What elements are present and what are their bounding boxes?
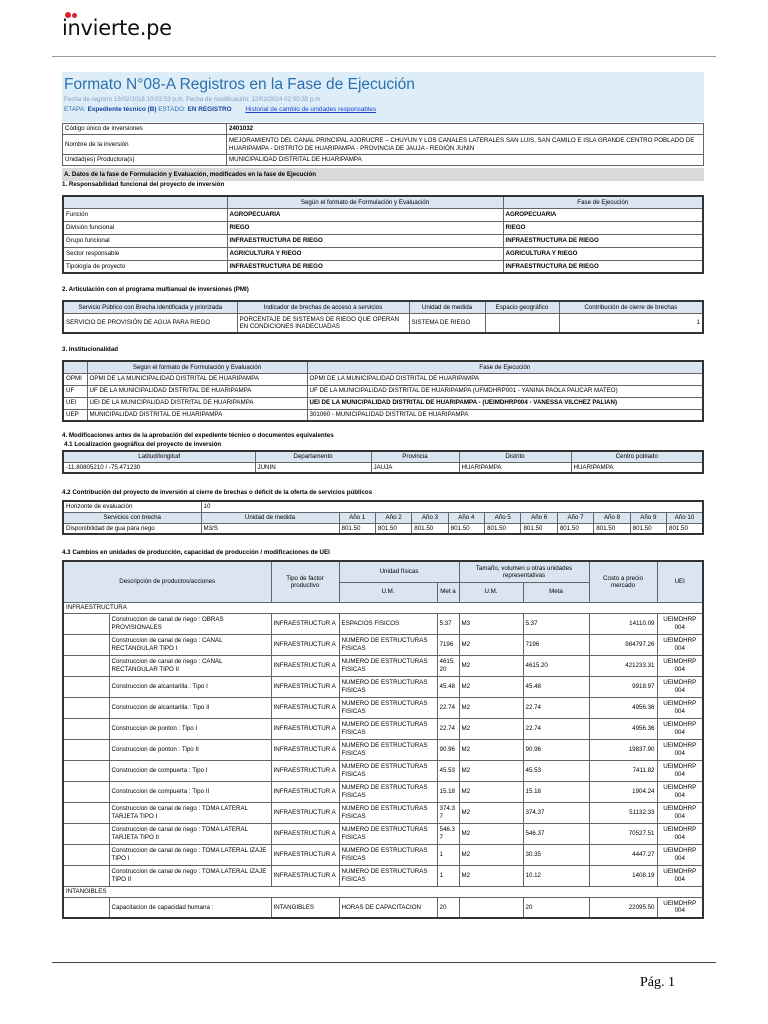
cell-um: M2 xyxy=(459,697,523,718)
group-intangibles: INTANGIBLES xyxy=(63,886,703,897)
cell-tipo: INFRAESTRUCTUR A xyxy=(271,781,339,802)
top-divider xyxy=(52,56,716,57)
s43-title: 4.3 Cambios en unidades de producción, capacidad de producción / modificaciones de UEI xyxy=(62,549,330,556)
cell-um: M2 xyxy=(459,760,523,781)
localizacion-table: Latitud/longitud Departamento Provincia Distrito Centro poblado -11.80805210 / -75.471230 JUNIN JAUJA HUARIPAMPA HUARIPAMPA xyxy=(62,450,704,474)
codigo-value: 2401032 xyxy=(227,124,704,135)
cell-meta: 374.37 xyxy=(523,802,589,823)
logo-suffix: .pe xyxy=(139,16,172,40)
infraestructura-rows xyxy=(63,613,703,886)
estado-value: EN REGISTRO xyxy=(187,106,232,113)
table-row: UF UF DE LA MUNICIPALIDAD DISTRITAL DE HUARIPAMPA UF DE LA MUNICIPALIDAD DISTRITAL DE HUARIPAMPA (UFMDHRP001 - YANINA PAOLA PAUCAR MATEO) xyxy=(63,385,703,397)
cell-uei: UEIMDHRP 004 xyxy=(657,897,703,918)
cell-uei: UEIMDHRP 004 xyxy=(657,781,703,802)
cell-m: 546.3 7 xyxy=(437,823,459,844)
cell-costo: 9918.97 xyxy=(589,676,657,697)
table-row: Sector responsable AGRICULTURA Y RIEGO AGRICULTURA Y RIEGO xyxy=(63,247,703,260)
cell-desc: Construccion de canal de riego : TOMA LATERAL IZAJE TIPO I xyxy=(109,844,271,865)
cell-um: M2 xyxy=(459,844,523,865)
contribucion-table: Horizonte de evaluación 10 Servicios con brecha Unidad de medida Año 1 Año 2 Año 3 Año 4 Año 5 Año 6 Año 7 Año 8 Año 9 Año 10 Disponibilidad de gua para riego M3/S 801.50 801.50 801.50 801.50 801.50 801.50 801.50 801.50 801.50 801.50 xyxy=(62,500,704,535)
cell-meta: 45.53 xyxy=(523,760,589,781)
cell-costo: 22095.50 xyxy=(589,897,657,918)
cell-desc: Construccion de alcantarilla : Tipo I xyxy=(109,676,271,697)
cell-tipo: INFRAESTRUCTUR A xyxy=(271,823,339,844)
unidad-value: MUNICIPALIDAD DISTRITAL DE HUARIPAMPA xyxy=(227,155,704,166)
invierte-logo xyxy=(62,14,172,44)
cell-m: 45.48 xyxy=(437,676,459,697)
cell-um: M2 xyxy=(459,655,523,676)
cell-tipo: INFRAESTRUCTUR A xyxy=(271,760,339,781)
table-row xyxy=(63,697,703,718)
cell-costo: 14110.09 xyxy=(589,613,657,634)
cell-desc: Construccion de canal de riego : OBRAS PROVISIONALES xyxy=(109,613,271,634)
cell-uf: NUMERO DE ESTRUCTURAS FISICAS xyxy=(339,844,437,865)
cell-m: 15.18 xyxy=(437,781,459,802)
cell-meta: 22.74 xyxy=(523,718,589,739)
cell-tipo: INFRAESTRUCTUR A xyxy=(271,718,339,739)
cell-m: 22.74 xyxy=(437,718,459,739)
cell-desc: Construccion de alcantarilla : Tipo II xyxy=(109,697,271,718)
cell-tipo: INFRAESTRUCTUR A xyxy=(271,634,339,655)
cell-costo: 7411.82 xyxy=(589,760,657,781)
page-number: Pág. 1 xyxy=(640,975,675,990)
cell-tipo: INFRAESTRUCTUR A xyxy=(271,802,339,823)
cell-costo: 4447.27 xyxy=(589,844,657,865)
etapa-row xyxy=(64,106,701,116)
cell-meta: 15.18 xyxy=(523,781,589,802)
cell-desc: Construccion de canal de riego : TOMA LATERAL IZAJE TIPO II xyxy=(109,865,271,886)
cell-uf: NUMERO DE ESTRUCTURAS FISICAS xyxy=(339,760,437,781)
cell-uei: UEIMDHRP 004 xyxy=(657,676,703,697)
cell-desc: Construccion de canal de riego : TOMA LATERAL TARJETA TIPO I xyxy=(109,802,271,823)
cell-m: 22.74 xyxy=(437,697,459,718)
cell-um xyxy=(459,897,523,918)
logo-brand: invierte xyxy=(62,16,140,40)
cell-tipo: INTANGIBLES xyxy=(271,897,339,918)
cell-um: M2 xyxy=(459,718,523,739)
table-row xyxy=(63,676,703,697)
table-row: División funcional RIEGO RIEGO xyxy=(63,221,703,234)
cell-uei: UEIMDHRP 004 xyxy=(657,865,703,886)
unidad-label: Unidad(es) Productora(s) xyxy=(63,155,227,166)
cell-um: M2 xyxy=(459,676,523,697)
cell-desc: Construccion de canal de riego : CANAL RECTANGULAR TIPO I xyxy=(109,634,271,655)
cell-um: M2 xyxy=(459,739,523,760)
cell-desc: Construccion de compuerta : Tipo II xyxy=(109,781,271,802)
table-row: Función AGROPECUARIA AGROPECUARIA xyxy=(63,208,703,221)
cell-meta: 30.35 xyxy=(523,844,589,865)
table-row: Grupo funcional INFRAESTRUCTURA DE RIEGO INFRAESTRUCTURA DE RIEGO xyxy=(63,234,703,247)
cell-costo: 4956.36 xyxy=(589,697,657,718)
cell-desc: Capacitacion de capacidad humana : xyxy=(109,897,271,918)
estado-label: ESTADO: xyxy=(158,106,186,113)
cell-uei: UEIMDHRP 004 xyxy=(657,718,703,739)
cell-m: 45.53 xyxy=(437,760,459,781)
record-dates: Fecha de registro 15/02/2018 10:03:53 p.m. Fecha de modificación: 12/02/2024 02:00:35 p.m. xyxy=(64,96,322,103)
cell-m: 7196 xyxy=(437,634,459,655)
cell-costo: 984797.26 xyxy=(589,634,657,655)
table-row xyxy=(63,865,703,886)
cell-uf: NUMERO DE ESTRUCTURAS FISICAS xyxy=(339,802,437,823)
cell-meta: 90.96 xyxy=(523,739,589,760)
cell-uei: UEIMDHRP 004 xyxy=(657,655,703,676)
cell-costo: 421233.31 xyxy=(589,655,657,676)
group-infraestructura: INFRAESTRUCTURA xyxy=(63,602,703,613)
table-row xyxy=(63,781,703,802)
cell-tipo: INFRAESTRUCTUR A xyxy=(271,697,339,718)
cell-um: M2 xyxy=(459,823,523,844)
table-row xyxy=(63,655,703,676)
cell-uf: ESPACIOS FISICOS xyxy=(339,613,437,634)
table-row: -11.80805210 / -75.471230 JUNIN JAUJA HUARIPAMPA HUARIPAMPA xyxy=(63,462,703,473)
s4-title: 4. Modificaciones antes de la aprobación del expediente técnico o documentos equivalentes xyxy=(62,432,334,439)
cell-desc: Construccion de canal de riego : TOMA LATERAL TARJETA TIPO II xyxy=(109,823,271,844)
general-info-table xyxy=(62,123,704,166)
pmi-table: Servicio Público con Brecha identificada y priorizada Indicador de brechas de acceso a servicios Unidad de medida Espacio geográfico Contribución de cierre de brechas SERVICIO DE PROVISIÓN DE AGUA PARA RIEGO PORCENTAJE DE SISTEMAS DE RIEGO QUE OPERAN EN CONDICIONES INADECUADAS SISTEMA DE RIEGO 1 xyxy=(62,300,704,334)
cell-tipo: INFRAESTRUCTUR A xyxy=(271,865,339,886)
cell-uf: NUMERO DE ESTRUCTURAS FISICAS xyxy=(339,739,437,760)
cell-costo: 1408.19 xyxy=(589,865,657,886)
cell-um: M2 xyxy=(459,802,523,823)
table-row xyxy=(63,760,703,781)
cell-meta: 45.48 xyxy=(523,676,589,697)
cell-uei: UEIMDHRP 004 xyxy=(657,844,703,865)
table-row xyxy=(63,844,703,865)
cell-meta: 10.12 xyxy=(523,865,589,886)
cell-uei: UEIMDHRP 004 xyxy=(657,613,703,634)
cell-uf: HORAS DE CAPACITACION xyxy=(339,897,437,918)
cell-meta: 7196 xyxy=(523,634,589,655)
h-unidad: Unidad físicas xyxy=(339,561,459,582)
cell-costo: 4956.36 xyxy=(589,718,657,739)
cell-um: M2 xyxy=(459,781,523,802)
section-a-heading: A. Datos de la fase de Formulación y Evaluación, modificados en la fase de Ejecución xyxy=(62,168,704,181)
responsabilidad-table xyxy=(62,195,704,274)
intangibles-rows xyxy=(63,897,703,918)
history-link[interactable]: Historial de cambio de unidades responsables xyxy=(245,106,377,113)
table-row: UEP MUNICIPALIDAD DISTRITAL DE HUARIPAMPA 301060 - MUNICIPALIDAD DISTRITAL DE HUARIPAMPA xyxy=(63,409,703,421)
cell-uei: UEIMDHRP 004 xyxy=(657,802,703,823)
table-row xyxy=(63,718,703,739)
cell-meta: 546.37 xyxy=(523,823,589,844)
s41-title: 4.1 Localización geográfica del proyecto de inversión xyxy=(64,441,222,448)
table-row xyxy=(63,634,703,655)
cell-uei: UEIMDHRP 004 xyxy=(657,634,703,655)
cell-meta: 4615.20 xyxy=(523,655,589,676)
cell-tipo: INFRAESTRUCTUR A xyxy=(271,655,339,676)
s1-title: 1. Responsabilidad funcional del proyecto de inversión xyxy=(62,181,225,188)
cell-m: 5.37 xyxy=(437,613,459,634)
cell-uf: NUMERO DE ESTRUCTURAS FISICAS xyxy=(339,634,437,655)
cell-um: M3 xyxy=(459,613,523,634)
cell-uei: UEIMDHRP 004 xyxy=(657,823,703,844)
cell-tipo: INFRAESTRUCTUR A xyxy=(271,676,339,697)
cell-m: 20 xyxy=(437,897,459,918)
cell-uei: UEIMDHRP 004 xyxy=(657,739,703,760)
cell-tipo: INFRAESTRUCTUR A xyxy=(271,844,339,865)
s3-title: 3. Institucionalidad xyxy=(62,346,119,353)
s1-col-formulacion: Según el formato de Formulación y Evaluación xyxy=(227,196,503,208)
cell-uf: NUMERO DE ESTRUCTURAS FISICAS xyxy=(339,676,437,697)
document-body xyxy=(62,72,704,919)
cell-m: 4615. 20 xyxy=(437,655,459,676)
cell-tipo: INFRAESTRUCTUR A xyxy=(271,739,339,760)
h-tamano: Tamaño, volumen u otras unidades representativas xyxy=(459,561,589,582)
cell-costo: 1904.24 xyxy=(589,781,657,802)
table-row: SERVICIO DE PROVISIÓN DE AGUA PARA RIEGO PORCENTAJE DE SISTEMAS DE RIEGO QUE OPERAN EN CONDICIONES INADECUADAS SISTEMA DE RIEGO 1 xyxy=(63,313,703,333)
table-row: OPMI OPMI DE LA MUNICIPALIDAD DISTRITAL DE HUARIPAMPA OPMI DE LA MUNICIPALIDAD DISTRITAL DE HUARIPAMPA xyxy=(63,373,703,385)
cell-m: 374.3 7 xyxy=(437,802,459,823)
cell-um: M2 xyxy=(459,634,523,655)
cell-tipo: INFRAESTRUCTUR A xyxy=(271,613,339,634)
cell-costo: 51132.33 xyxy=(589,802,657,823)
cell-desc: Construccion de ponton : Tipo II xyxy=(109,739,271,760)
cell-uei: UEIMDHRP 004 xyxy=(657,697,703,718)
cell-desc: Construccion de canal de riego : CANAL RECTANGULAR TIPO II xyxy=(109,655,271,676)
cell-uf: NUMERO DE ESTRUCTURAS FISICAS xyxy=(339,655,437,676)
cell-m: 1 xyxy=(437,844,459,865)
nombre-value: MEJORAMIENTO DEL CANAL PRINCIPAL AJORUCRE – CHUYUN Y LOS CANALES LATERALES SAN LUIS, SAN CAMILO E ISLA GRANDE CENTRO POBLADO DE HUARIPAMPA - DISTRITO DE HUARIPAMPA - PROVINCIA DE JAUJA - REGIÓN JUNIN xyxy=(227,135,704,155)
table-row xyxy=(63,802,703,823)
table-row xyxy=(63,897,703,918)
cell-meta: 20 xyxy=(523,897,589,918)
h-costo: Costo a precio mercado xyxy=(589,561,657,602)
cell-uf: NUMERO DE ESTRUCTURAS FISICAS xyxy=(339,781,437,802)
page-title: Formato N°08-A Registros en la Fase de Ejecución xyxy=(64,76,415,93)
cell-desc: Construccion de compuerta : Tipo I xyxy=(109,760,271,781)
table-row: Disponibilidad de gua para riego M3/S 801.50 801.50 801.50 801.50 801.50 801.50 801.50 801.50 801.50 801.50 xyxy=(63,523,703,534)
cell-um: M2 xyxy=(459,865,523,886)
table-row: Tipología de proyecto INFRAESTRUCTURA DE RIEGO INFRAESTRUCTURA DE RIEGO xyxy=(63,260,703,273)
nombre-label: Nombre de la inversión xyxy=(63,135,227,155)
table-row xyxy=(63,613,703,634)
cell-costo: 70527.51 xyxy=(589,823,657,844)
cell-uei: UEIMDHRP 004 xyxy=(657,760,703,781)
s1-col-ejecucion: Fase de Ejecución xyxy=(503,196,703,208)
h-tipo: Tipo de factor productivo xyxy=(271,561,339,602)
cell-uf: NUMERO DE ESTRUCTURAS FISICAS xyxy=(339,697,437,718)
h-desc: Descripción de productos/acciones xyxy=(63,561,271,602)
cell-costo: 19837.90 xyxy=(589,739,657,760)
h-uei: UEI xyxy=(657,561,703,602)
etapa-value: Expediente técnico (B) xyxy=(87,106,157,113)
table-row: UEI UEI DE LA MUNICIPALIDAD DISTRITAL DE HUARIPAMPA UEI DE LA MUNICIPALIDAD DISTRITAL DE HUARIPAMPA - (UEIMDHRP004 - VANESSA VILCHEZ PALIAN) xyxy=(63,397,703,409)
table-row xyxy=(63,823,703,844)
cell-m: 1 xyxy=(437,865,459,886)
bottom-divider xyxy=(52,962,716,963)
cell-m: 90.96 xyxy=(437,739,459,760)
s42-title: 4.2 Contribución del proyecto de inversión al cierre de brechas o déficit de la oferta de servicios públicos xyxy=(62,489,373,496)
cell-meta: 5.37 xyxy=(523,613,589,634)
cambios-table: Descripción de productos/acciones Tipo de factor productivo Unidad físicas Tamaño, volumen u otras unidades representativas Costo a precio mercado UEI U.M. Met a U.M. Meta INFRAESTRUCTURA Construccion de canal de riego : OBRAS PROVISIONALES INFRAESTRUCTUR A ESPACIOS FISICOS 5.37 M3 5.37 14110.09 UEIMDHRP 004 Construccion de canal de riego : CANAL RECTANGULAR TIPO I INFRAESTRUCTUR A NUMERO DE ESTRUCTURAS FISICAS 7196 M2 7196 984797.26 UEIMDHRP 004 Construccion de canal de riego : CANAL RECTANGULAR TIPO II INFRAESTRUCTUR A NUMERO DE ESTRUCTURAS FISICAS 4615. 20 M2 4615.20 421233.31 UEIMDHRP 004 Construccion de alcantarilla : Tipo I INFRAESTRUCTUR A NUMERO DE ESTRUCTURAS FISICAS 45.48 M2 45.48 9918.97 UEIMDHRP 004 Construccion de alcantarilla : Tipo II INFRAESTRUCTUR A NUMERO DE ESTRUCTURAS FISICAS 22.74 M2 22.74 4956.36 UEIMDHRP 004 Construccion de ponton : Tipo I INFRAESTRUCTUR A NUMERO DE ESTRUCTURAS FISICAS 22.74 M2 22.74 4956.36 UEIMDHRP 004 Construccion de ponton : Tipo II INFRAESTRUCTUR A NUMERO DE ESTRUCTURAS FISICAS 90.96 M2 90.96 19837.90 UEIMDHRP 004 Construccion de compuerta : Tipo I INFRAESTRUCTUR A NUMERO DE ESTRUCTURAS FISICAS 45.53 M2 45.53 7411.82 UEIMDHRP 004 Construccion de compuerta : Tipo II INFRAESTRUCTUR A NUMERO DE ESTRUCTURAS FISICAS 15.18 M2 15.18 1904.24 UEIMDHRP 004 Construccion de canal de riego : TOMA LATERAL TARJETA TIPO I INFRAESTRUCTUR A NUMERO DE ESTRUCTURAS FISICAS 374.3 7 M2 374.37 51132.33 UEIMDHRP 004 Construccion de canal de riego : TOMA LATERAL TARJETA TIPO II INFRAESTRUCTUR A NUMERO DE ESTRUCTURAS FISICAS 546.3 7 M2 546.37 70527.51 UEIMDHRP 004 Construccion de canal de riego : TOMA LATERAL IZAJE TIPO I INFRAESTRUCTUR A NUMERO DE ESTRUCTURAS FISICAS 1 M2 30.35 4447.27 UEIMDHRP 004 Construccion de canal de riego : TOMA LATERAL IZAJE TIPO II INFRAESTRUCTUR A NUMERO DE ESTRUCTURAS FISICAS 1 M2 10.12 1408.19 UEIMDHRP 004 INTANGIBLES Capacitacion de capacidad humana : INTANGIBLES HORAS DE CAPACITACION 20 20 22095.50 UEIMDHRP 004 xyxy=(62,560,704,919)
cell-desc: Construccion de ponton : Tipo I xyxy=(109,718,271,739)
cell-uf: NUMERO DE ESTRUCTURAS FISICAS xyxy=(339,823,437,844)
header-panel xyxy=(62,72,704,122)
s2-title: 2. Articulación con el programa multianual de inversiones (PMI) xyxy=(62,286,249,293)
cell-uf: NUMERO DE ESTRUCTURAS FISICAS xyxy=(339,865,437,886)
etapa-label: ETAPA: xyxy=(64,106,86,113)
cell-meta: 22.74 xyxy=(523,697,589,718)
institucionalidad-table: Según el formato de Formulación y Evaluación Fase de Ejecución OPMI OPMI DE LA MUNICIPALIDAD DISTRITAL DE HUARIPAMPA OPMI DE LA MUNICIPALIDAD DISTRITAL DE HUARIPAMPA UF UF DE LA MUNICIPALIDAD DISTRITAL DE HUARIPAMPA UF DE LA MUNICIPALIDAD DISTRITAL DE HUARIPAMPA (UFMDHRP001 - YANINA PAOLA PAUCAR MATEO) UEI UEI DE LA MUNICIPALIDAD DISTRITAL DE HUARIPAMPA UEI DE LA MUNICIPALIDAD DISTRITAL DE HUARIPAMPA - (UEIMDHRP004 - VANESSA VILCHEZ PALIAN) UEP MUNICIPALIDAD DISTRITAL DE HUARIPAMPA 301060 - MUNICIPALIDAD DISTRITAL DE HUARIPAMPA xyxy=(62,360,704,422)
table-row xyxy=(63,739,703,760)
cell-uf: NUMERO DE ESTRUCTURAS FISICAS xyxy=(339,718,437,739)
codigo-label: Código único de inversiones xyxy=(63,124,227,135)
